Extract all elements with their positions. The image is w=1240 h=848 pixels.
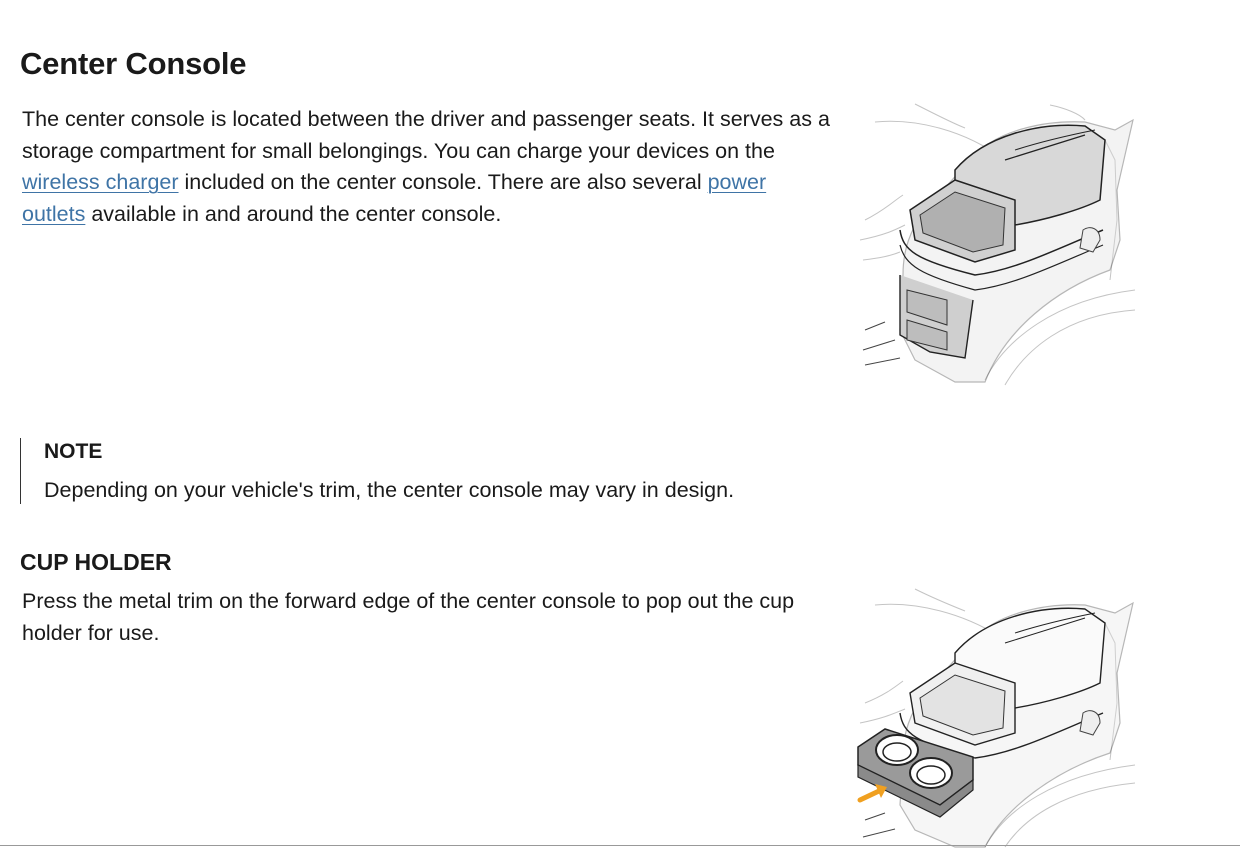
note-label: NOTE <box>44 440 103 463</box>
cup-holder-text: Press the metal trim on the forward edge of the center console to pop out the cup holder for use. <box>22 589 795 645</box>
press-arrow-icon <box>860 784 887 800</box>
note-text: Depending on your vehicle's trim, the center console may vary in design. <box>44 478 735 502</box>
wireless-charger-link[interactable]: wireless charger <box>22 170 179 194</box>
power-outlets-link[interactable]: power outlets <box>22 170 767 226</box>
intro-paragraph <box>22 104 832 230</box>
center-console-illustration <box>855 100 1145 390</box>
note-callout <box>20 438 734 504</box>
intro-text-1: The center console is located between the driver and passenger seats. It serves as a storage compartment for small belongings. You can charge your devices on the <box>22 107 830 163</box>
intro-text-3: available in and around the center console. <box>85 201 502 226</box>
intro-text-2: included on the center console. There are also several <box>178 170 708 194</box>
bottom-divider <box>0 845 1240 846</box>
cup-holder-heading: CUP HOLDER <box>20 549 172 575</box>
page-title: Center Console <box>20 46 247 81</box>
cup-holder-illustration <box>855 585 1145 848</box>
